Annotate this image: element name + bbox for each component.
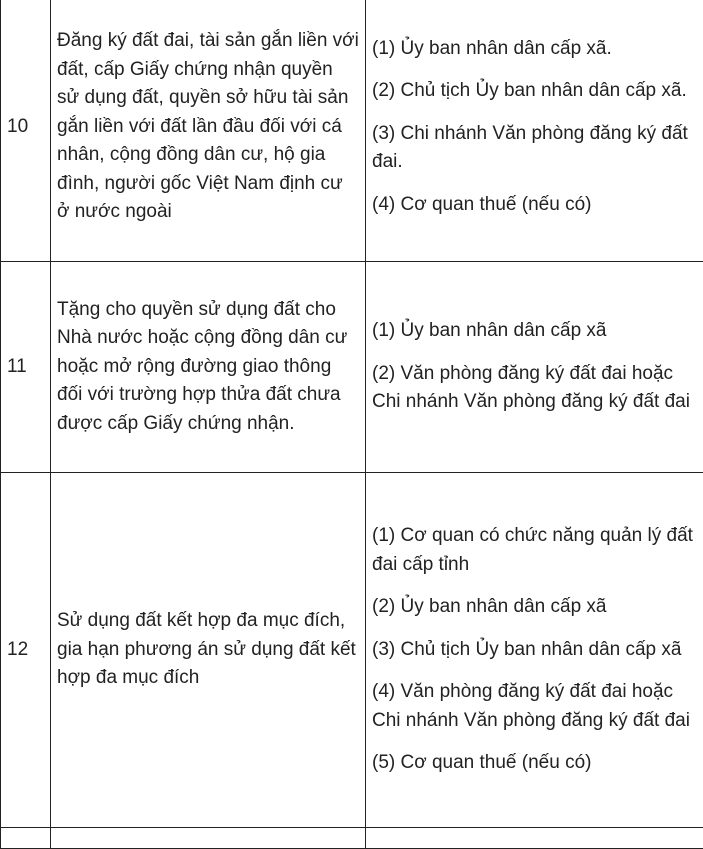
table-row	[1, 473, 703, 828]
empty-cell	[1, 828, 51, 849]
authority-item: (2) Văn phòng đăng ký đất đai hoặc Chi nhánh Văn phòng đăng ký đất đai	[372, 360, 695, 417]
row-number: 10	[1, 0, 51, 262]
procedure-cell: Tặng cho quyền sử dụng đất cho Nhà nước hoặc cộng đồng dân cư hoặc mở rộng đường giao thông đối với trường hợp thửa đất chưa được cấp Giấy chứng nhận.	[51, 262, 366, 473]
authority-item: (5) Cơ quan thuế (nếu có)	[372, 749, 695, 778]
procedure-cell: Sử dụng đất kết hợp đa mục đích, gia hạn phương án sử dụng đất kết hợp đa mục đích	[51, 473, 366, 828]
authority-item: (3) Chi nhánh Văn phòng đăng ký đất đai.	[372, 120, 695, 177]
table-row	[1, 0, 703, 262]
authority-item: (1) Ủy ban nhân dân cấp xã.	[372, 35, 695, 64]
authority-item: (2) Ủy ban nhân dân cấp xã	[372, 593, 695, 622]
empty-cell	[51, 828, 366, 849]
authority-item: (3) Chủ tịch Ủy ban nhân dân cấp xã	[372, 636, 695, 665]
table-row-partial	[1, 828, 703, 849]
authority-item: (1) Ủy ban nhân dân cấp xã	[372, 317, 695, 346]
authorities-cell	[366, 473, 703, 828]
row-number: 12	[1, 473, 51, 828]
authority-item: (4) Văn phòng đăng ký đất đai hoặc Chi nhánh Văn phòng đăng ký đất đai	[372, 678, 695, 735]
authority-item: (2) Chủ tịch Ủy ban nhân dân cấp xã.	[372, 77, 695, 106]
procedure-cell: Đăng ký đất đai, tài sản gắn liền với đất, cấp Giấy chứng nhận quyền sử dụng đất, quyền sở hữu tài sản gắn liền với đất lần đầu đối với cá nhân, cộng đồng dân cư, hộ gia đình, người gốc Việt Nam định cư ở nước ngoài	[51, 0, 366, 262]
authorities-cell	[366, 0, 703, 262]
row-number: 11	[1, 262, 51, 473]
authority-item: (4) Cơ quan thuế (nếu có)	[372, 191, 695, 220]
authorities-cell	[366, 262, 703, 473]
table-row	[1, 262, 703, 473]
empty-cell	[366, 828, 703, 849]
authority-item: (1) Cơ quan có chức năng quản lý đất đai cấp tỉnh	[372, 522, 695, 579]
